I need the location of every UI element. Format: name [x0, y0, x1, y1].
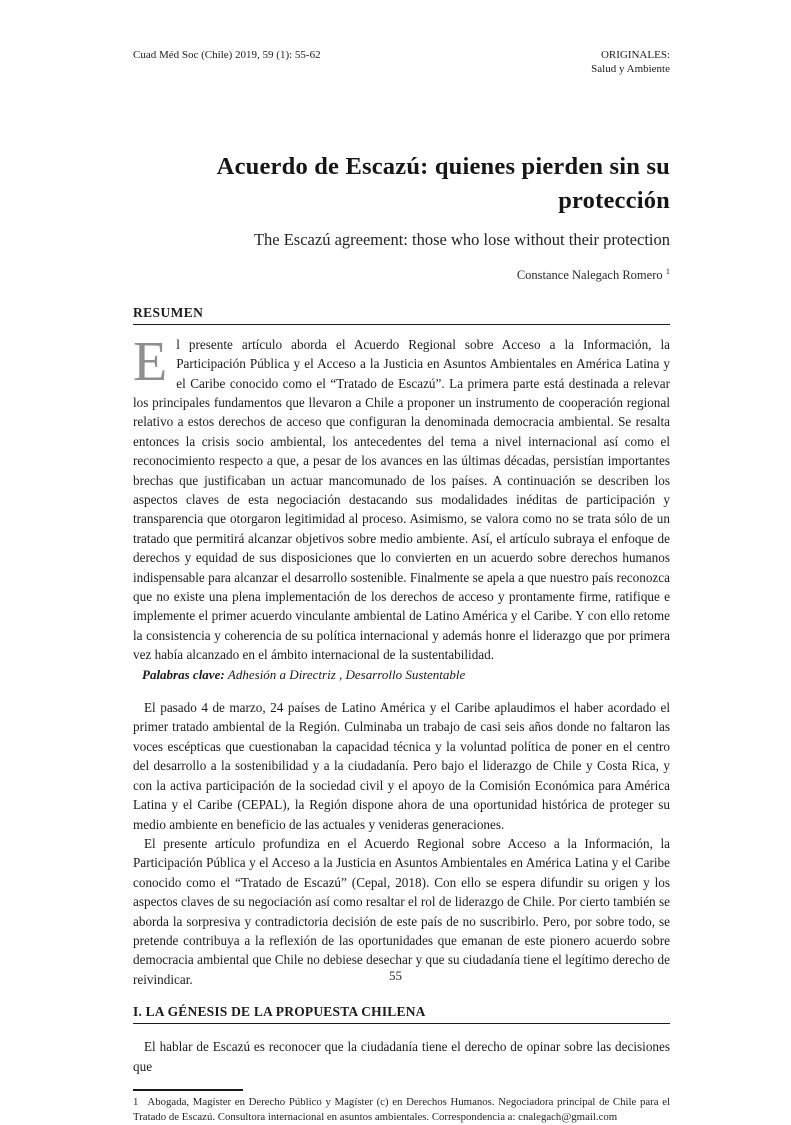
- abstract-paragraph: [133, 330, 670, 665]
- author-footnote-ref: 1: [665, 265, 670, 276]
- section-1-heading: I. LA GÉNESIS DE LA PROPUESTA CHILENA: [133, 1004, 670, 1024]
- page-header: [133, 48, 670, 76]
- journal-citation: Cuad Méd Soc (Chile) 2019, 59 (1): 55-62: [133, 49, 321, 61]
- journal-section-block: [591, 48, 670, 76]
- keywords-label: Palabras clave:: [142, 666, 225, 682]
- author-line: [133, 266, 670, 283]
- keywords-line: [142, 665, 670, 684]
- footnote: [133, 1095, 670, 1125]
- article-title-spanish: Acuerdo de Escazú: quienes pierden sin su protección: [216, 153, 670, 215]
- page-number: 55: [389, 968, 402, 983]
- journal-section-label: ORIGINALES:: [600, 49, 670, 61]
- abstract-text: l presente artículo aborda el Acuerdo Regional sobre Acceso a la Información, la Participación Pública y el Acceso a la Justicia en Asuntos Ambientales en América Latina y el Caribe conocido como el “Tratado de Escazú”. La primera parte está destinada a relevar los principales fundamentos que llevaron a Chile a proponer un instrumento de cooperación regional relativo a estos derechos de acceso que configuran la denominada democracia ambiental. Se resalta entonces la crisis socio ambiental, los antecedentes del tema a nivel internacional así como el reconocimiento respecto a que, a pesar de los avances en las últimas décadas, persistían importantes brechas que justificaban un actuar mancomunado de los países. A continuación se describen los aspectos claves de esta negociación destacando sus modalidades inéditas de participación y transparencia que otorgaron legitimidad al proceso. Asimismo, se valora como no se trata sólo de un tratado que permitirá alcanzar objetivos sobre medio ambiente. Así, el artículo subraya el enfoque de derechos y equidad de sus disposiciones que lo convierten en un acuerdo sobre derechos humanos indispensable para alcanzar el desarrollo sostenible. Finalmente se apela a que nuestro país reconozca que no existe una plena implementación de los derechos de acceso y prontamente firme, ratifique e implemente el primer acuerdo vinculante ambiental de Latino América y el Caribe. Y con ello retome la consistencia y coherencia de su política internacional y además honre el liderazgo que por primera vez había alcanzado en el ámbito internacional de la sustentabilidad.: [133, 336, 670, 663]
- keywords-values: Adhesión a Directriz , Desarrollo Sustentable: [227, 666, 466, 682]
- body-paragraph-1: El pasado 4 de marzo, 24 países de Latino América y el Caribe aplaudimos el haber acordado el primer tratado ambiental de la Región. Culminaba un trabajo de casi seis años donde no faltaron las voces escépticas que cuestionaban la capacidad técnica y la voluntad política de poner en el centro del desarrollo a la sostenibilidad y a la ciudadanía. Pero bajo el liderazgo de Chile y Costa Rica, y con la activa participación de la sociedad civil y el apoyo de la Comisión Económica para América Latina y el Caribe (CEPAL), la Región dispone ahora de una oportunidad histórica de proteger su medio ambiente en beneficio de las actuales y venideras generaciones.: [133, 700, 670, 832]
- body-paragraph-2: El presente artículo profundiza en el Acuerdo Regional sobre Acceso a la Información, la Participación Pública y el Acceso a la Justicia en Asuntos Ambientales en América Latina y el Caribe conocido como el “Tratado de Escazú” (Cepal, 2018). Con ello se espera difundir su origen y los aspectos claves de su negociación así como resaltar el rol de liderazgo de Chile. Por cierto también se aborda la sorpresiva y contradictoria decisión de este país de no suscribirlo. Pero, por sobre todo, se pretende contribuya a la reflexión de las oportunidades que emanan de este pionero acuerdo sobre democracia ambiental que Chile no debiese desechar y que su ciudadanía tiene el legítimo derecho de reivindicar.: [133, 835, 670, 987]
- footnote-text: Abogada, Magíster en Derecho Público y Magíster (c) en Derechos Humanos. Negociadora principal de Chile para el Tratado de Escazú. Consultora internacional en asuntos ambientales. Correspondencia a: cnalegach@gmail.com: [133, 1095, 670, 1123]
- section-1-paragraph: El hablar de Escazú es reconocer que la ciudadanía tiene el derecho de opinar sobre las decisiones que: [133, 1039, 670, 1074]
- article-title-english: The Escazú agreement: those who lose without their protection: [253, 229, 670, 249]
- author-name: Constance Nalegach Romero: [516, 267, 663, 282]
- journal-section-sublabel: Salud y Ambiente: [591, 63, 670, 75]
- abstract-heading: RESUMEN: [133, 305, 670, 325]
- drop-cap: E: [133, 330, 168, 393]
- footnote-marker: 1: [133, 1095, 139, 1108]
- footnote-divider: [133, 1089, 243, 1091]
